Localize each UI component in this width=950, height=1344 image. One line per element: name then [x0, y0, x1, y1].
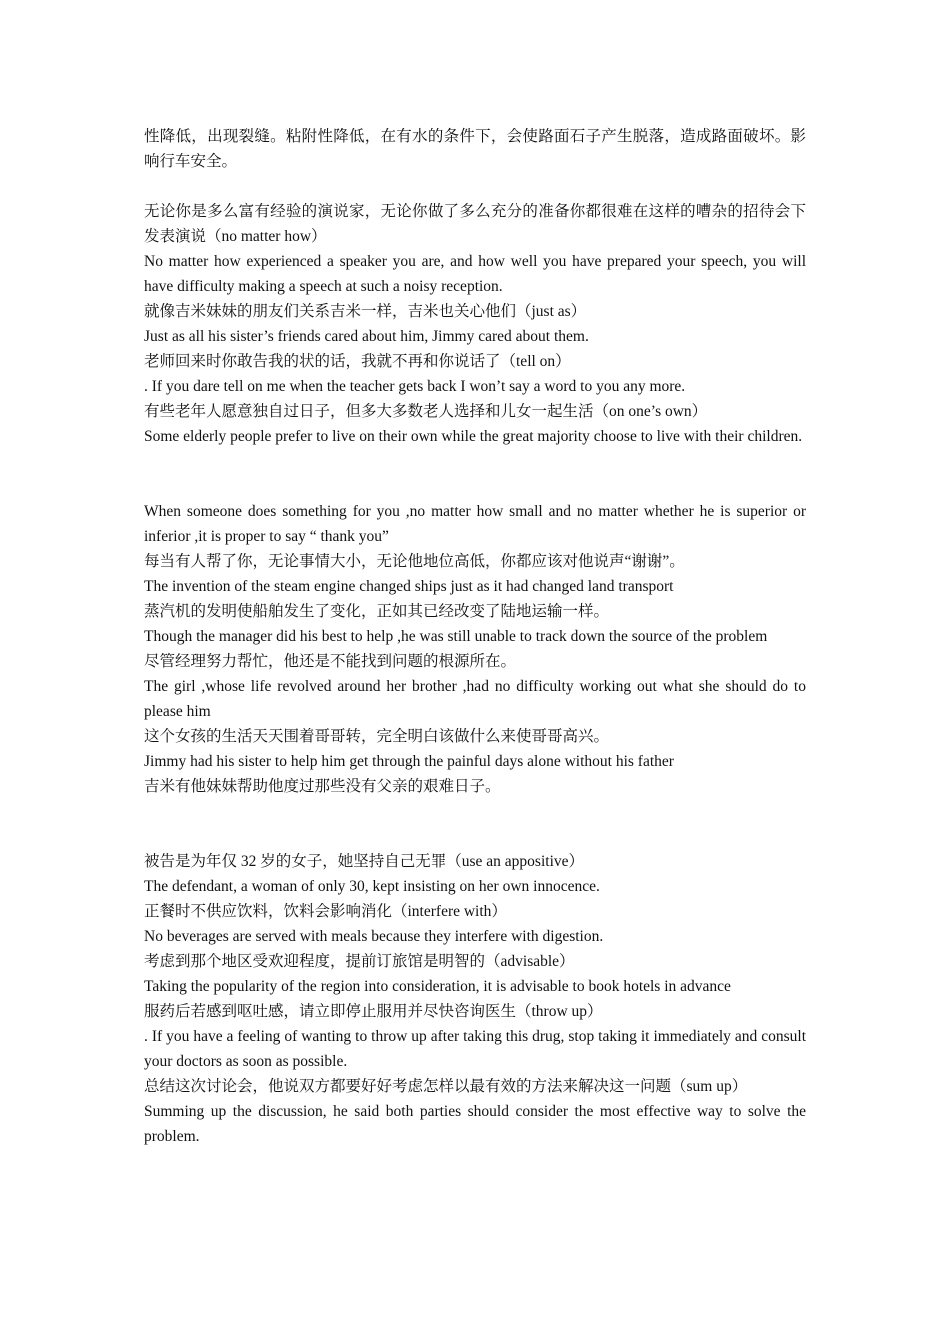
paragraph: 有些老年人愿意独自过日子，但多大多数老人选择和儿女一起生活（on one’s own） [144, 403, 708, 420]
paragraph: No matter how experienced a speaker you are, and how well you have prepared your speech, you will have difficulty making a speech at such a noisy reception. [144, 253, 806, 295]
paragraph: When someone does something for you ,no matter how small and no matter whether he is superior or inferior ,it is proper to say “ thank you” [144, 503, 806, 545]
paragraph: 蒸汽机的发明使船舶发生了变化，正如其已经改变了陆地运输一样。 [144, 603, 610, 620]
paragraph: The defendant, a woman of only 30, kept insisting on her own innocence. [144, 878, 600, 895]
paragraph: 老师回来时你敢告我的状的话，我就不再和你说话了（tell on） [144, 353, 571, 370]
paragraph: . If you have a feeling of wanting to throw up after taking this drug, stop taking it immediately and consult your doctors as soon as possible. [144, 1028, 806, 1070]
paragraph: The girl ,whose life revolved around her brother ,had no difficulty working out what she should do to please him [144, 678, 806, 720]
paragraph: 正餐时不供应饮料，饮料会影响消化（interfere with） [144, 903, 507, 920]
blank-line [144, 449, 806, 499]
paragraph: Some elderly people prefer to live on their own while the great majority choose to live with their children. [144, 428, 803, 445]
paragraph: 考虑到那个地区受欢迎程度，提前订旅馆是明智的（advisable） [144, 953, 575, 970]
blank-line [144, 174, 806, 199]
blank-line [144, 799, 806, 849]
paragraph: 就像吉米妹妹的朋友们关系吉米一样，吉米也关心他们（just as） [144, 303, 587, 320]
paragraph: The invention of the steam engine changed ships just as it had changed land transport [144, 578, 674, 595]
paragraph: 总结这次讨论会，他说双方都要好好考虑怎样以最有效的方法来解决这一问题（sum up） [144, 1078, 748, 1095]
paragraph: Jimmy had his sister to help him get through the painful days alone without his father [144, 753, 674, 770]
document-body [144, 124, 806, 1149]
paragraph: Taking the popularity of the region into consideration, it is advisable to book hotels in advance [144, 978, 731, 995]
paragraph: . If you dare tell on me when the teacher gets back I won’t say a word to you any more. [144, 378, 686, 395]
paragraph: 无论你是多么富有经验的演说家，无论你做了多么充分的准备你都很难在这样的嘈杂的招待会下发表演说（no matter how） [144, 203, 806, 245]
paragraph: Just as all his sister’s friends cared about him, Jimmy cared about them. [144, 328, 589, 345]
paragraph: Though the manager did his best to help ,he was still unable to track down the source of the problem [144, 628, 768, 645]
paragraph: 被告是为年仅 32 岁的女子，她坚持自己无罪（use an appositive） [144, 853, 585, 870]
paragraph: 每当有人帮了你，无论事情大小，无论他地位高低，你都应该对他说声“谢谢”。 [144, 553, 685, 570]
paragraph: 性降低，出现裂缝。粘附性降低，在有水的条件下，会使路面石子产生脱落，造成路面破坏。影响行车安全。 [144, 128, 806, 170]
paragraph: No beverages are served with meals because they interfere with digestion. [144, 928, 604, 945]
paragraph: 服药后若感到呕吐感，请立即停止服用并尽快咨询医生（throw up） [144, 1003, 603, 1020]
paragraph: 这个女孩的生活天天围着哥哥转，完全明白该做什么来使哥哥高兴。 [144, 728, 610, 745]
paragraph: 吉米有他妹妹帮助他度过那些没有父亲的艰难日子。 [144, 778, 501, 795]
paragraph: Summing up the discussion, he said both parties should consider the most effective way to solve the problem. [144, 1103, 806, 1145]
paragraph: 尽管经理努力帮忙，他还是不能找到问题的根源所在。 [144, 653, 517, 670]
